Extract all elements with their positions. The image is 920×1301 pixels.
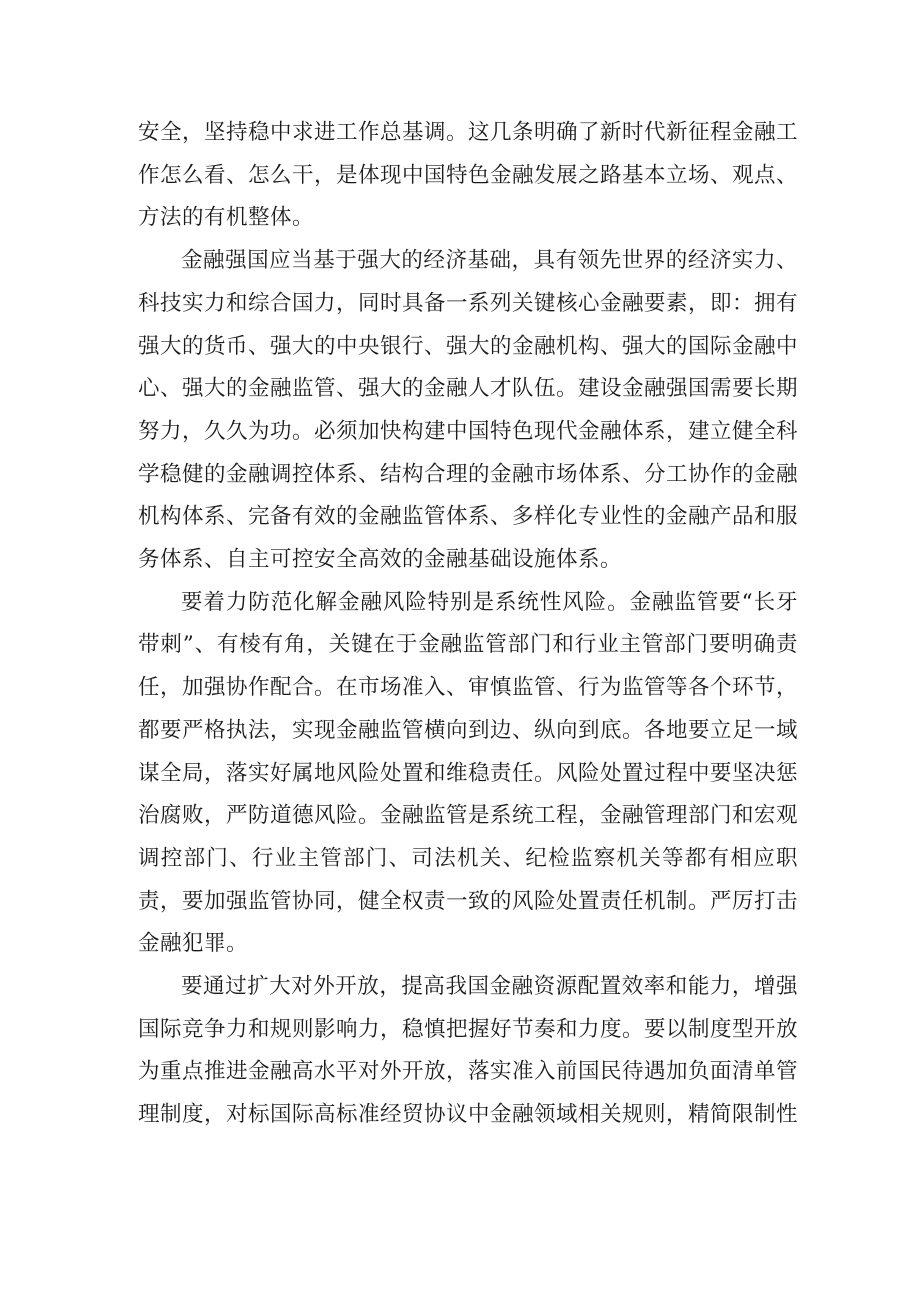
paragraph-financial-power: 金融强国应当基于强大的经济基础，具有领先世界的经济实力、科技实力和综合国力，同时具备一系列关键核心金融要素，即：拥有强大的货币、强大的中央银行、强大的金融机构、强大的国际金融中心、强大的金融监管、强大的金融人才队伍。建设金融强国需要长期努力，久久为功。必须加快构建中国特色现代金融体系，建立健全科学稳健的金融调控体系、结构合理的金融市场体系、分工协作的金融机构体系、完备有效的金融监管体系、多样化专业性的金融产品和服务体系、自主可控安全高效的金融基础设施体系。 — [138, 248, 799, 573]
paragraph-opening-up: 要通过扩大对外开放，提高我国金融资源配置效率和能力，增强国际竞争力和规则影响力，稳慎把握好节奏和力度。要以制度型开放为重点推进金融高水平对外开放，落实准入前国民待遇加负面清单管理制度，对标国际高标准经贸协议中金融领域相关规则，精简限制性 — [138, 974, 799, 1128]
paragraph-risk-prevention: 要着力防范化解金融风险特别是系统性风险。金融监管要“长牙带刺”、有棱有角，关键在于金融监管部门和行业主管部门要明确责任，加强协作配合。在市场准入、审慎监管、行为监管等各个环节，都要严格执法，实现金融监管横向到边、纵向到底。各地要立足一域谋全局，落实好属地风险处置和维稳责任。风险处置过程中要坚决惩治腐败，严防道德风险。金融监管是系统工程，金融管理部门和宏观调控部门、行业主管部门、司法机关、纪检监察机关等都有相应职责，要加强监管协同，健全权责一致的风险处置责任机制。严厉打击金融犯罪。 — [138, 589, 799, 957]
paragraph-continued: 安全，坚持稳中求进工作总基调。这几条明确了新时代新征程金融工作怎么看、怎么干，是体现中国特色金融发展之路基本立场、观点、方法的有机整体。 — [138, 120, 799, 231]
document-body — [138, 112, 798, 1137]
